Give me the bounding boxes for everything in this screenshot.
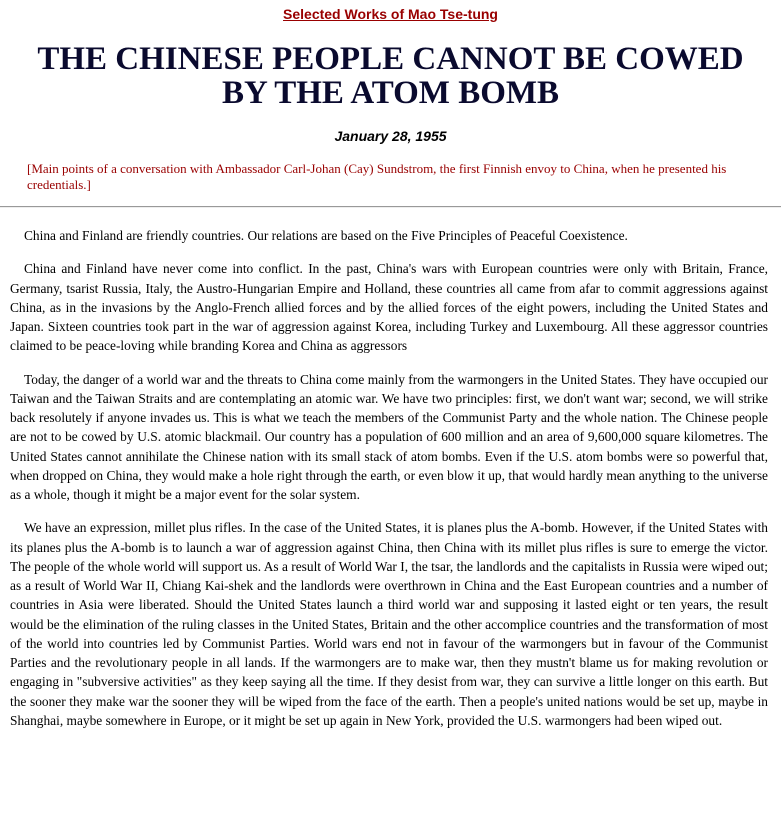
paragraph-3: Today, the danger of a world war and the threats to China come mainly from the warmongers in the United States. They have occupied our Taiwan and the Taiwan Straits and are contemplating an atomic war. We have two principles: first, we don't want war; second, we will strike back resolutely if anyone invades us. This is what we teach the members of the Communist Party and the whole nation. The Chinese people are not to be cowed by U.S. atomic blackmail. Our country has a population of 600 million and an area of 9,600,000 square kilometres. The United States cannot annihilate the Chinese nation with its small stack of atom bombs. Even if the U.S. atom bombs were so powerful that, when dropped on China, they would make a hole right through the earth, or even blow it up, that would hardly mean anything to the universe as a whole, though it might be a major event for the solar system. bbox=[10, 371, 768, 502]
editorial-note: [Main points of a conversation with Ambassador Carl-Johan (Cay) Sundstrom, the first Finnish envoy to China, when he presented his credentials.] bbox=[27, 161, 727, 192]
header-divider bbox=[0, 206, 781, 208]
paragraph-2: China and Finland have never come into conflict. In the past, China's wars with European countries were only with Britain, France, Germany, tsarist Russia, Italy, the Austro-Hungarian Empire and Holland, these countries all came from afar to commit aggressions against China, as in the invasions by the Anglo-French allied forces and by the allied forces of the eight powers, including the United States and Japan. Sixteen countries took part in the war of aggression against Korea, including Turkey and Luxembourg. All these aggressor countries claimed to be peace-loving while branding Korea and China as aggressors bbox=[10, 261, 768, 354]
paragraph-1: China and Finland are friendly countries. Our relations are based on the Five Principles of Peaceful Coexistence. bbox=[24, 228, 628, 243]
page-title: THE CHINESE PEOPLE CANNOT BE COWED BY THE ATOM BOMB bbox=[37, 41, 744, 111]
article-date: January 28, 1955 bbox=[334, 128, 447, 144]
paragraph-4: We have an expression, millet plus rifles. In the case of the United States, it is planes plus the A-bomb. However, if the United States with its planes plus the A-bomb is to launch a war of aggression against China, then China with its millet plus rifles is sure to emerge the victor. The people of the whole world will support us. As a result of World War I, the tsar, the landlords and the capitalists in Russia were wiped out; as a result of World War II, Chiang Kai-shek and the landlords were overthrown in China and the East European countries and a number of countries in Asia were liberated. Should the United States launch a third world war and supposing it lasted eight or ten years, the result would be the elimination of the ruling classes in the United States, Britain and the other accomplice countries and the transformation of most of the world into countries led by Communist Parties. World wars end not in favour of the warmongers but in favour of the Communist Parties and the revolutionary people in all lands. If the warmongers are to make war, then they mustn't blame us for making revolution or engaging in "subversive activities" as they keep saying all the time. If they desist from war, they can survive a little longer on this earth. But the sooner they make war the sooner they will be wiped from the face of the earth. Then a people's united nations would be set up, maybe in Shanghai, maybe somewhere in Europe, or it might be set up again in New York, provided the U.S. warmongers had been wiped out. bbox=[10, 520, 768, 728]
series-link[interactable]: Selected Works of Mao Tse-tung bbox=[283, 6, 498, 22]
article-body bbox=[10, 226, 768, 744]
